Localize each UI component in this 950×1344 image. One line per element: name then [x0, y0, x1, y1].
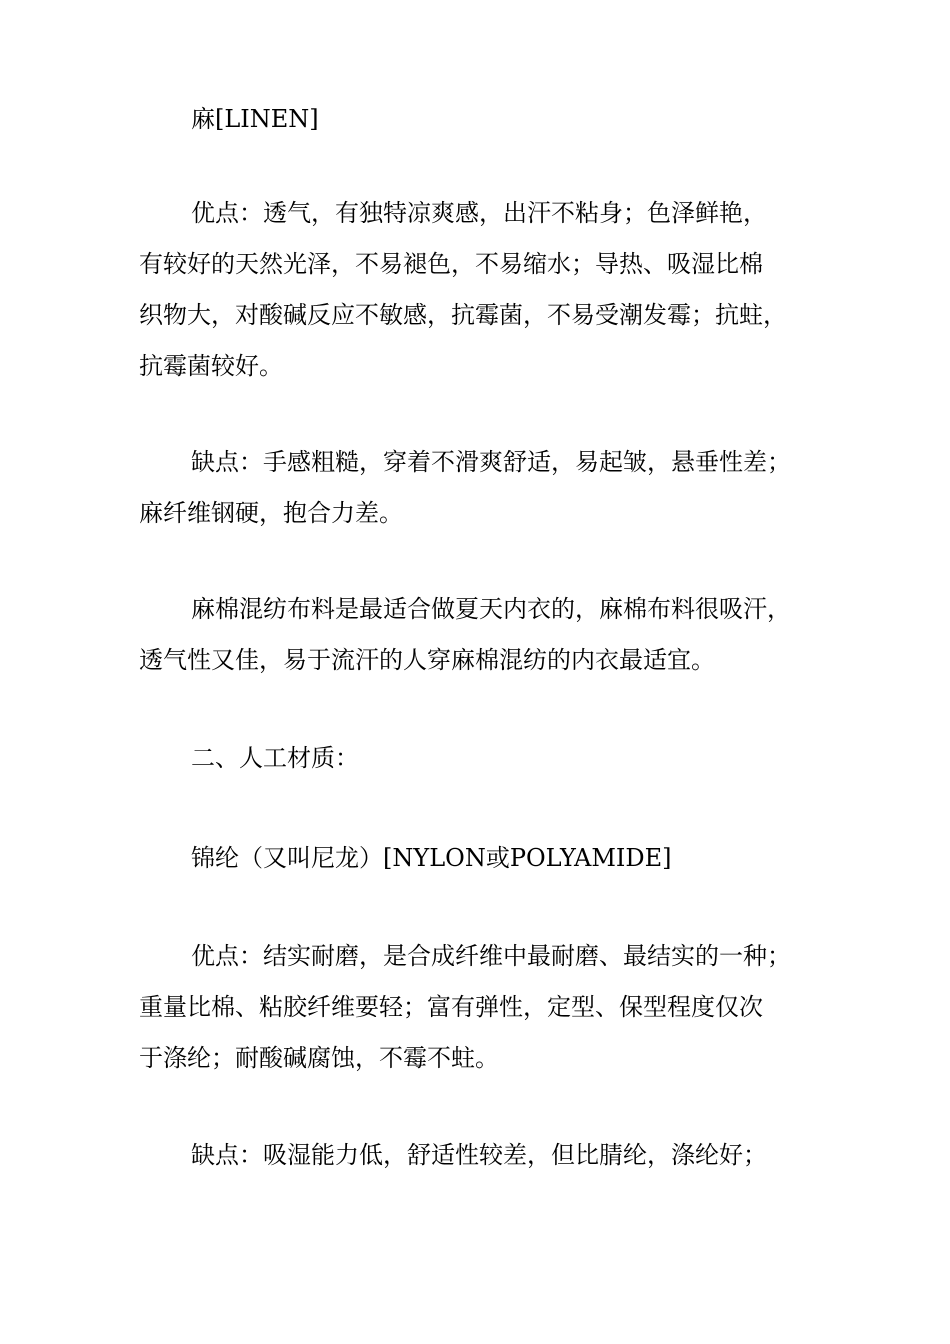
- linen-cons-paragraph: [139, 437, 819, 539]
- paragraph-line: 麻棉混纺布料是最适合做夏天内衣的，麻棉布料很吸汗，: [191, 595, 791, 623]
- paragraph-line: 二、人工材质：: [191, 744, 359, 772]
- paragraph-line: 重量比棉、粘胶纤维要轻；富有弹性，定型、保型程度仅次: [139, 993, 763, 1021]
- nylon-cons-paragraph: [139, 1130, 819, 1181]
- paragraph-line: 有较好的天然光泽，不易褪色，不易缩水；导热、吸湿比棉: [139, 250, 763, 278]
- paragraph-line: 缺点：手感粗糙，穿着不滑爽舒适，易起皱，悬垂性差；: [191, 448, 791, 476]
- section-heading-artificial: [139, 733, 819, 784]
- paragraph-line: 抗霉菌较好。: [139, 352, 283, 380]
- linen-heading: [139, 94, 819, 145]
- paragraph-line: 缺点：吸湿能力低，舒适性较差，但比腈纶，涤纶好；: [191, 1141, 767, 1169]
- nylon-pros-paragraph: [139, 931, 819, 1084]
- paragraph-line: 锦纶（又叫尼龙）[NYLON或POLYAMIDE]: [191, 844, 672, 872]
- paragraph-line: 麻[LINEN]: [191, 105, 319, 133]
- paragraph-line: 优点：结实耐磨，是合成纤维中最耐磨、最结实的一种；: [191, 942, 791, 970]
- paragraph-line: 麻纤维钢硬，抱合力差。: [139, 499, 403, 527]
- linen-pros-paragraph: [139, 188, 819, 392]
- linen-blend-paragraph: [139, 584, 819, 686]
- paragraph-line: 织物大，对酸碱反应不敏感，抗霉菌，不易受潮发霉；抗蛀，: [139, 301, 787, 329]
- paragraph-line: 透气性又佳，易于流汗的人穿麻棉混纺的内衣最适宜。: [139, 646, 715, 674]
- nylon-heading: [139, 833, 819, 884]
- paragraph-line: 优点：透气，有独特凉爽感，出汗不粘身；色泽鲜艳，: [191, 199, 767, 227]
- paragraph-line: 于涤纶；耐酸碱腐蚀，不霉不蛀。: [139, 1044, 499, 1072]
